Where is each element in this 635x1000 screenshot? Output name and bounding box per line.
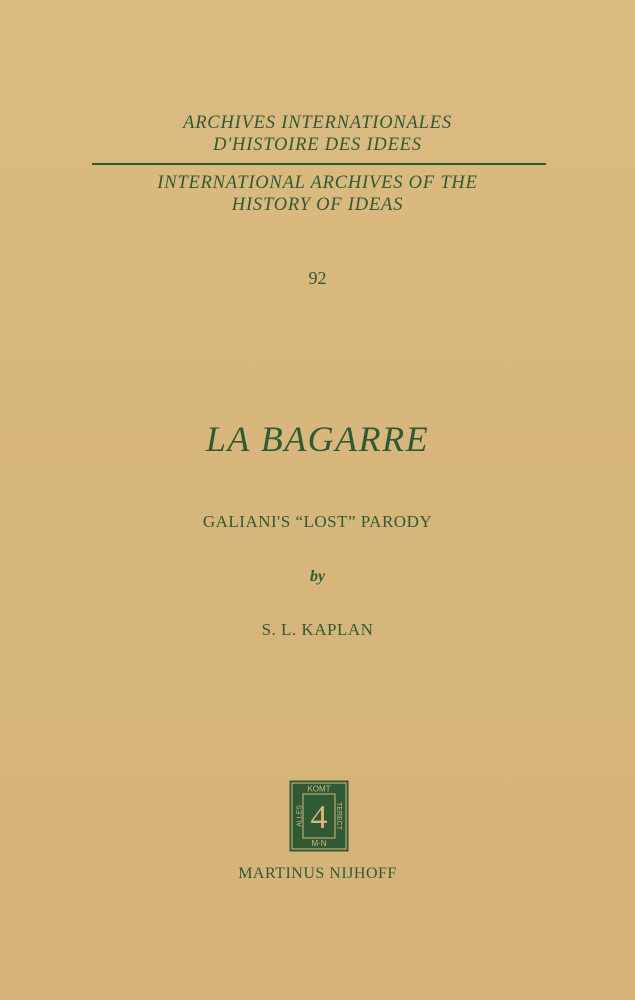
publisher-logo-icon — [289, 780, 349, 852]
logo-right-text: TERECT — [335, 802, 343, 830]
publisher-logo — [289, 780, 349, 852]
by-line: by — [309, 568, 326, 585]
logo-top-text: KOMT — [307, 784, 331, 794]
series-french-line-1: ARCHIVES INTERNATIONALES — [183, 113, 452, 133]
author-name: S. L. KAPLAN — [261, 620, 374, 639]
volume-number: 92 — [308, 268, 327, 288]
series-title-french — [0, 112, 635, 156]
book-title: LA BAGARRE — [205, 419, 430, 459]
series-divider — [92, 163, 546, 165]
series-title-english — [0, 172, 635, 216]
series-english-line-1: INTERNATIONAL ARCHIVES OF THE — [157, 173, 478, 193]
logo-bottom-text: M·N — [311, 839, 327, 848]
publisher-name: MARTINUS NIJHOFF — [238, 865, 397, 882]
series-english-line-2: HISTORY OF IDEAS — [231, 195, 404, 215]
series-french-line-2: D'HISTOIRE DES IDEES — [213, 135, 422, 155]
book-subtitle: GALIANI'S “LOST” PARODY — [202, 512, 433, 531]
logo-left-text: ALLES — [296, 805, 304, 827]
logo-center-glyph: 4 — [310, 799, 328, 836]
